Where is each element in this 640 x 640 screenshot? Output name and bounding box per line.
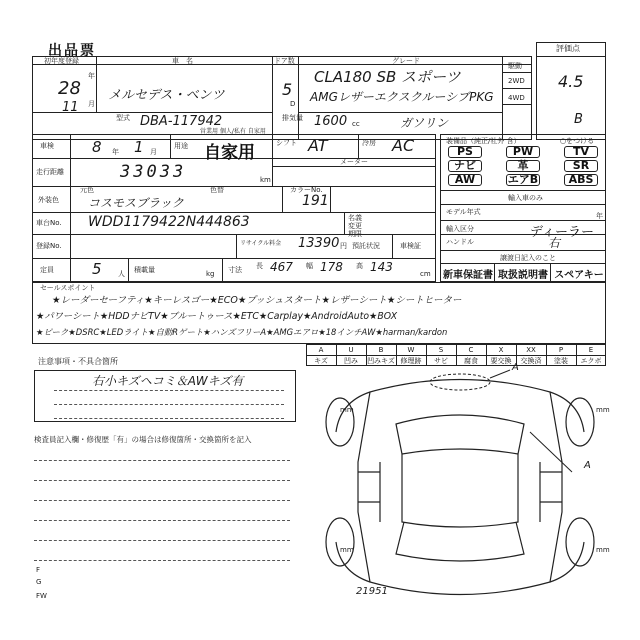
capacity-value: 5 <box>92 260 102 278</box>
width-value: 178 <box>320 260 343 274</box>
equip-pw: PW <box>512 145 534 158</box>
left-code-g: G <box>36 578 42 586</box>
legend-code: U <box>348 346 354 354</box>
checkup-month-label: 月 <box>150 148 157 156</box>
door-value: 5 <box>282 80 293 99</box>
use-small-label: 営業用 個人/私有 自家用 <box>200 128 266 135</box>
score-value: 4.5 <box>558 72 584 91</box>
handle-label: ハンドル <box>446 238 474 246</box>
reg-year-value: 28 <box>58 78 81 99</box>
import-only-label: 輸入車のみ <box>508 194 543 202</box>
color-label: 外装色 <box>38 196 59 204</box>
model-year-label: モデル年式 <box>446 208 481 216</box>
equip-sr: SR <box>572 159 590 172</box>
first-reg-label: 初年度登録 <box>44 57 79 65</box>
model-label: 型式 <box>116 114 130 122</box>
equipment-note: ○をつける <box>560 137 595 145</box>
legend-code: B <box>378 346 384 354</box>
legend-code-label: エクボ <box>580 357 602 365</box>
legend-code: S <box>438 346 444 354</box>
height-label: 高 <box>356 262 363 270</box>
legend-code: XX <box>526 346 536 354</box>
ac-label: 冷房 <box>362 139 376 147</box>
load-unit: kg <box>206 270 215 278</box>
grade-line2-value: AMGレザーエクスクルーシブPKG <box>310 90 494 104</box>
capacity-label: 定員 <box>40 266 54 274</box>
legend-code-label: 交換済 <box>520 357 542 365</box>
sales-points-line3: ★ピーク★DSRC★LEDライト★自動Rゲート★ハンズフリーA★AMGエアロ★18インチAW★harman/kardon <box>36 327 448 337</box>
cc-label: cc <box>352 120 360 128</box>
dims-unit: cm <box>420 270 431 278</box>
mileage-label: 走行距離 <box>36 168 64 176</box>
left-code-f: F <box>36 566 41 574</box>
reg-month-value: 11 <box>62 100 79 115</box>
score-label: 評価点 <box>556 44 580 53</box>
legend-code-label: 要交換 <box>490 357 512 365</box>
owner-change-label: 名義 変更期限 <box>348 214 362 238</box>
legend-code: A <box>318 346 324 354</box>
shift-value: AT <box>308 136 328 155</box>
legend-code: C <box>468 346 474 354</box>
length-value: 467 <box>270 260 293 274</box>
sales-points-line2: ★パワーシート★HDDナビTV★ブルートゥース★ETC★Carplay★AndroidAuto★BOX <box>36 311 398 322</box>
legend-code-label: 修理跡 <box>400 357 422 365</box>
checkup-year-value: 8 <box>92 138 102 156</box>
recycle-label: リサイクル料金 <box>240 240 282 247</box>
use-label: 用途 <box>174 142 188 150</box>
checkup-year-label: 年 <box>112 148 119 156</box>
legend-code-label: 凹みキズ <box>367 357 395 365</box>
recycle-unit: 円 <box>340 242 347 250</box>
door-suffix: D <box>290 100 296 108</box>
displacement-value: 1600 <box>314 114 348 129</box>
import-class-label: 輸入区分 <box>446 225 474 233</box>
tire-unit-rr: mm <box>596 546 610 554</box>
ac-value: AC <box>392 136 415 155</box>
drive-2wd: 2WD <box>508 77 525 85</box>
deposit2-label: 車検証 <box>400 242 421 250</box>
car-damage-diagram <box>300 362 620 612</box>
checkup-month-value: 1 <box>134 138 144 156</box>
door-label: ドア数 <box>274 57 295 65</box>
registration-label: 登録No. <box>36 242 62 250</box>
import-class-value: ディーラー <box>530 225 594 240</box>
car-name-value: メルセデス・ベンツ <box>108 88 225 103</box>
left-code-fw: FW <box>36 592 47 600</box>
color-code-label: カラーNo. <box>290 186 323 194</box>
height-value: 143 <box>370 260 393 274</box>
equip-ps: PS <box>457 145 473 158</box>
deposit-label: 預託状況 <box>352 242 380 250</box>
legend-code: W <box>407 346 415 354</box>
color-value: コスモスブラック <box>88 196 184 210</box>
load-label: 積載量 <box>134 266 155 274</box>
vin-label: 車台No. <box>36 219 62 227</box>
equip-navi: ナビ <box>454 159 476 172</box>
inspector-title: 検査員記入欄・修復歴「有」の場合は修復箇所・交換箇所を記入 <box>34 435 252 444</box>
displacement-label: 排気量 <box>282 114 303 122</box>
length-label: 長 <box>256 262 263 270</box>
diagram-mark-top: A <box>512 362 519 373</box>
checkup-label: 車検 <box>40 142 54 150</box>
sales-points-line1: ★レーダーセーフティ★キーレスゴー★ECO★プッシュスタート★レザーシート★シートヒーター <box>52 295 462 306</box>
drive-4wd: 4WD <box>508 94 525 102</box>
equip-airbag: エアB <box>507 173 539 186</box>
capacity-unit: 人 <box>118 270 125 278</box>
tire-outlines <box>326 398 594 566</box>
shift-label: シフト <box>276 139 297 147</box>
bottom-code: 21951 <box>356 586 388 597</box>
defects-value: 右小キズヘコミ＆AWキズ有 <box>92 374 244 388</box>
vin-value: WDD1179422N444863 <box>88 214 250 230</box>
sales-points-label: セールスポイント <box>40 284 96 292</box>
fuel-value: ガソリン <box>400 116 449 130</box>
meter-label: メーター <box>340 158 368 166</box>
doc-manual: 取扱説明書 <box>498 270 548 281</box>
legend-code: E <box>588 346 594 354</box>
model-value: DBA-117942 <box>140 114 223 129</box>
legend-code: X <box>498 346 504 354</box>
equip-abs: ABS <box>568 173 594 186</box>
legend-code-label: 塗装 <box>554 357 568 365</box>
recycle-value: 13390 <box>298 236 340 251</box>
equip-leather: 革 <box>517 159 529 172</box>
original-color-label: 元色 <box>80 186 94 194</box>
interior-score-value: B <box>574 112 583 127</box>
legend-code-label: サビ <box>434 357 448 365</box>
width-label: 幅 <box>306 262 313 270</box>
documents-label: 譲渡日記入のこと <box>500 254 556 262</box>
doc-warranty: 新車保証書 <box>443 270 493 281</box>
sheet-title: 出品票 <box>48 43 96 59</box>
legend-code-label: 腐食 <box>464 357 478 365</box>
color-change-label: 色替 <box>210 186 224 194</box>
defects-title: 注意事項・不具合箇所 <box>38 357 118 366</box>
legend-code: P <box>558 346 564 354</box>
use-value: 自家用 <box>204 143 255 163</box>
diagram-mark-right: A <box>584 460 591 471</box>
mileage-value: 33033 <box>120 162 187 182</box>
tire-unit-rl: mm <box>340 546 354 554</box>
dims-label: 寸法 <box>228 266 242 274</box>
car-name-label: 車 名 <box>172 57 193 65</box>
drive-label: 駆動 <box>508 62 522 70</box>
year-label: 年 <box>88 72 95 80</box>
grade-label: グレード <box>392 57 420 65</box>
legend-code-label: キズ <box>314 357 328 365</box>
equip-tv: TV <box>572 145 590 158</box>
mileage-unit: km <box>260 176 271 184</box>
model-year-unit: 年 <box>596 212 603 220</box>
equip-aw: AW <box>454 173 476 186</box>
equipment-title: 装備品（純正/社外 含） <box>446 137 521 145</box>
handle-value: 右 <box>548 236 561 250</box>
doc-spare-key: スペアキー <box>554 270 604 281</box>
month-label: 月 <box>88 100 95 108</box>
legend-code-label: 凹み <box>344 357 358 365</box>
grade-line1-value: CLA180 SB スポーツ <box>314 68 461 86</box>
tire-unit-fl: mm <box>340 406 354 414</box>
color-code-value: 191 <box>302 193 329 209</box>
tire-unit-fr: mm <box>596 406 610 414</box>
